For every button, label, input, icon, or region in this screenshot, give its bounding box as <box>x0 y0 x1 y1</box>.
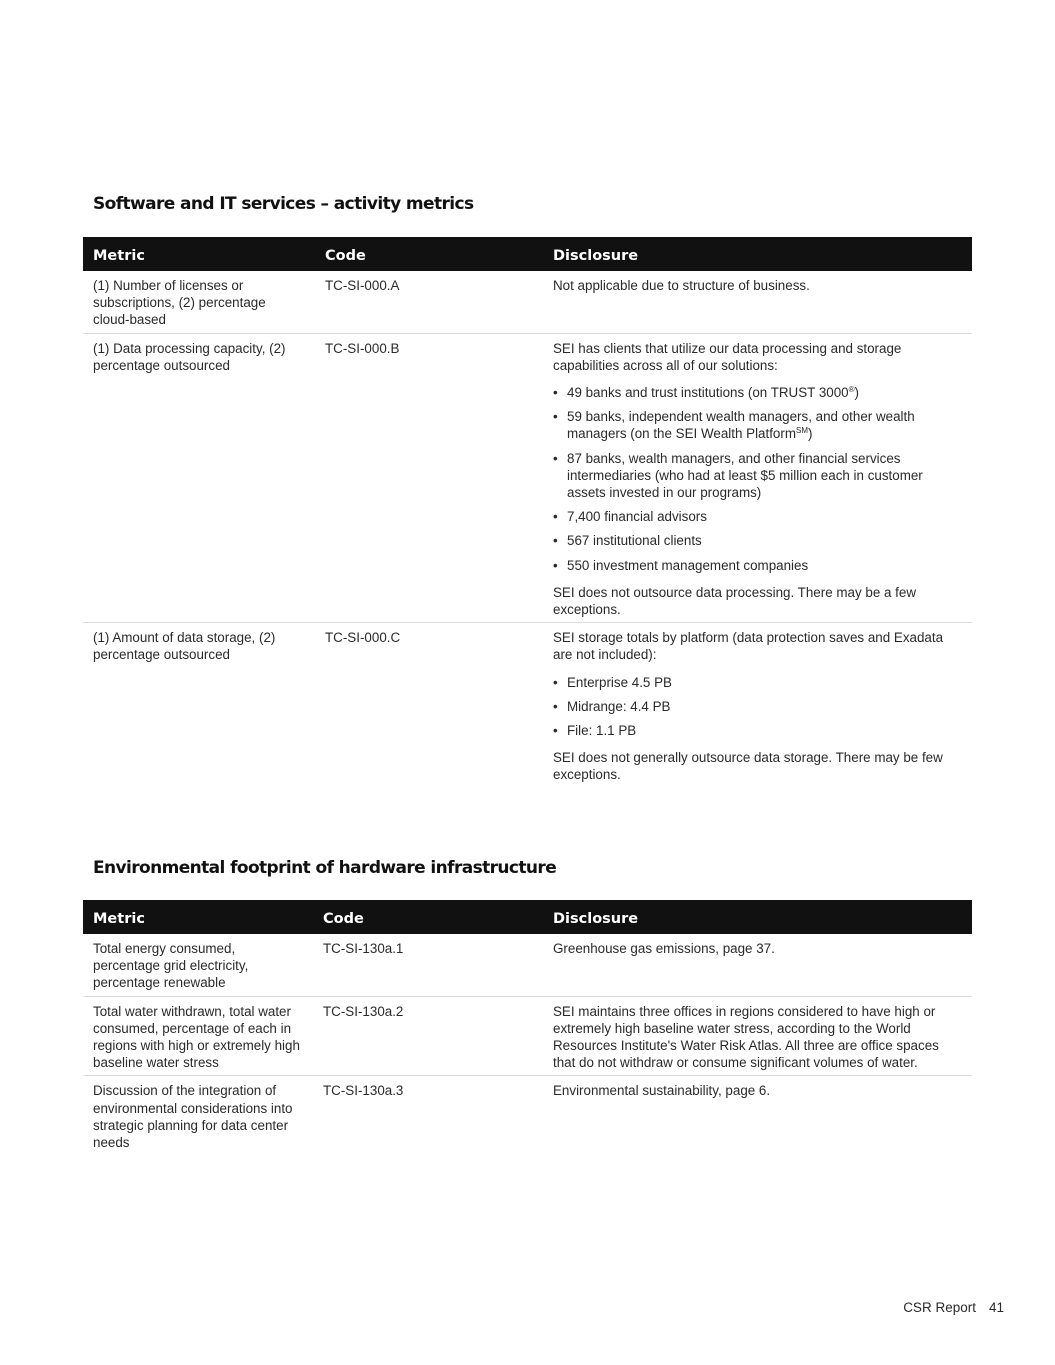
disclosure-intro: SEI storage totals by platform (data protection saves and Exadata are not included): <box>553 630 944 663</box>
disclosure-outro: SEI does not generally outsource data storage. There may be few exceptions. <box>553 750 943 783</box>
storage-list <box>553 674 962 740</box>
table-row <box>83 271 972 333</box>
list-item: • 49 banks and trust institutions (on TRUST 3000®) <box>553 384 962 401</box>
disclosure-cell <box>543 623 972 788</box>
code-cell: TC-SI-130a.3 <box>323 1083 404 1099</box>
code-cell: TC-SI-130a.1 <box>313 934 543 996</box>
table-row <box>83 623 972 788</box>
header-code: Code <box>313 900 543 934</box>
environmental-footprint-table <box>83 900 972 1155</box>
metric-cell: Total water withdrawn, total water consumed, percentage of each in regions with high or extremely high baseline water stress <box>83 996 313 1076</box>
header-disclosure: Disclosure <box>543 237 972 271</box>
code-cell: TC-SI-000.C <box>325 630 401 646</box>
list-item: • 59 banks, independent wealth managers, and other wealth managers (on the SEI Wealth Platform℠) <box>553 408 962 442</box>
header-metric: Metric <box>83 900 313 934</box>
disclosure-outro: SEI does not outsource data processing. There may be a few exceptions. <box>553 584 916 618</box>
header-disclosure: Disclosure <box>543 900 972 934</box>
code-cell: TC-SI-130a.2 <box>313 996 543 1076</box>
disclosure-cell: Environmental sustainability, page 6. <box>553 1083 771 1099</box>
disclosure-cell: Not applicable due to structure of business. <box>543 271 972 333</box>
page-footer <box>903 1300 1004 1315</box>
list-item: • 87 banks, wealth managers, and other financial services intermediaries (who had at least $5 million each in customer assets invested in our programs) <box>553 450 962 502</box>
list-item: • Midrange: 4.4 PB <box>553 698 962 715</box>
disclosure-intro: SEI has clients that utilize our data processing and storage capabilities across all of our solutions: <box>553 340 902 373</box>
metric-cell: Total energy consumed, percentage grid electricity, percentage renewable <box>83 934 313 996</box>
section-title-activity-metrics: Software and IT services – activity metrics <box>93 194 474 214</box>
metric-cell: (1) Number of licenses or subscriptions, (2) percentage cloud-based <box>83 271 315 333</box>
table-row <box>83 1076 972 1155</box>
table-header-row <box>83 900 972 934</box>
code-cell: TC-SI-000.A <box>315 271 543 333</box>
footer-label: CSR Report <box>903 1300 976 1315</box>
list-item: • 567 institutional clients <box>553 532 962 549</box>
list-item: • 550 investment management companies <box>553 557 962 574</box>
metric-cell: (1) Data processing capacity, (2) percentage outsourced <box>83 333 315 623</box>
page-number: 41 <box>988 1300 1004 1315</box>
section-title-environmental-footprint: Environmental footprint of hardware infrastructure <box>93 858 557 878</box>
table-row <box>83 934 972 996</box>
metric-cell: Discussion of the integration of environmental considerations into strategic planning for data center needs <box>93 1083 293 1151</box>
table-row <box>83 333 972 623</box>
disclosure-cell: Greenhouse gas emissions, page 37. <box>543 934 972 996</box>
list-item: • 7,400 financial advisors <box>553 508 962 525</box>
metric-cell: (1) Amount of data storage, (2) percentage outsourced <box>93 630 276 663</box>
table-header-row <box>83 237 972 271</box>
client-list <box>553 384 962 574</box>
table-row <box>83 996 972 1076</box>
disclosure-cell <box>543 333 972 623</box>
list-item: • Enterprise 4.5 PB <box>553 674 962 691</box>
code-cell: TC-SI-000.B <box>315 333 543 623</box>
list-item: • File: 1.1 PB <box>553 722 962 739</box>
activity-metrics-table <box>83 237 972 788</box>
disclosure-cell: SEI maintains three offices in regions considered to have high or extremely high baseline water stress, according to the World Resources Institute's Water Risk Atlas. All three are office spaces that do not withdraw or consume significant volumes of water. <box>543 996 972 1076</box>
header-metric: Metric <box>83 237 315 271</box>
header-code: Code <box>315 237 543 271</box>
